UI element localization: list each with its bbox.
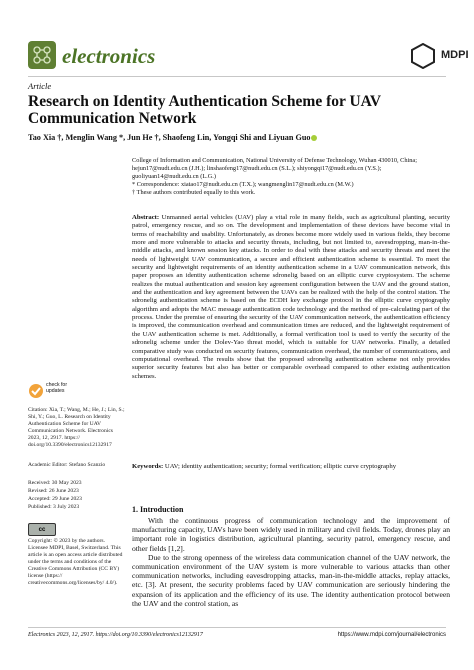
author-list bbox=[28, 133, 448, 142]
check-line: check for bbox=[46, 382, 68, 388]
footer-divider bbox=[28, 627, 446, 628]
abstract-label: Abstract: bbox=[132, 214, 160, 221]
author-names[interactable]: Tao Xia †, Menglin Wang *, Jun He †, Shaofeng Lin, Yongqi Shi and Liyuan Guo bbox=[28, 133, 311, 142]
cc-license-icon[interactable] bbox=[28, 523, 56, 536]
intro-body bbox=[132, 516, 450, 608]
equal-contribution-note: † These authors contributed equally to this work. bbox=[132, 189, 256, 196]
article-type: Article bbox=[28, 81, 52, 91]
affiliation-emails[interactable]: hejun17@nudt.edu.cn (J.H.); linshaofeng17@nudt.edu.cn (S.L.); shiyongqi17@nudt.edu.cn (Y.S.); bbox=[132, 165, 382, 172]
affiliation-emails[interactable]: guoliyuan14@nudt.edu.cn (L.G.) bbox=[132, 173, 216, 180]
academic-editor: Academic Editor: Stefano Scanzio bbox=[28, 462, 106, 468]
abstract bbox=[132, 214, 450, 381]
header-divider bbox=[28, 76, 446, 77]
check-line: updates bbox=[46, 388, 65, 395]
keywords bbox=[132, 463, 450, 471]
keywords-text: UAV; identity authentication; security; formal verification; elliptic curve cryptography bbox=[164, 463, 397, 470]
cc-label: cc bbox=[38, 526, 46, 533]
abstract-text: Unmanned aerial vehicles (UAV) play a vital role in many fields, such as agricultural planting, security patrol, emergency rescue, and so on. The development and implementation of these devices have become vital in terms of reachability and usability. Unfortunately, as drones become more widely used in various fields, they become more and more vulnerable to attacks and security threats, including, but not limited to, eavesdropping, man-in-the-middle attacks, and known session key attacks. In order to deal with these attacks and security threats and meet the needs of lightweight UAV communication, a secure and efficient authentication scheme is essential. To meet the security and lightweight requirements of an identity authentication scheme in a UAV communication network, this paper proposes an identity authentication scheme sdronelig based on an elliptic curve cryptosystem. The scheme realizes the mutual authentication and session key agreement configuration between the UAV and the ground station, and the authentication and key agreement between the UAVs can be realized with the help of the control station. The sdronelig authentication scheme is based on the ECDH key exchange protocol in the elliptic curve cryptography algorithm and adopts the MAC message authentication code technology and the method of pre-calculating part of the process. Under the premise of ensuring the security of the UAV communication network, the authentication efficiency is improved, the communication overhead and communication times are reduced, and the lightweight requirement of the UAV authentication scheme is met. Additionally, a formal verification tool is used to verify the security of the sdronelig scheme under the Dolev-Yao threat model, which is suitable for UAV networks. Finally, a detailed comparative study was conducted on security features, communication overhead, the number of communications, and computational overhead. The results show that the proposed sdronelig authentication scheme not only provides superior security features but also has better or comparable overhead compared to other existing authentication schemes. bbox=[132, 214, 450, 380]
revised-date: Revised: 26 June 2023 bbox=[28, 488, 79, 494]
journal-name[interactable]: electronics bbox=[62, 44, 156, 68]
publisher-name: MDPI bbox=[441, 49, 469, 61]
footer-citation[interactable]: Electronics 2023, 12, 2917. https://doi.org/10.3390/electronics12132917 bbox=[28, 632, 203, 638]
paragraph: Due to the strong openness of the wireless data communication channel of the UAV network, the communication environment of the UAV system is more vulnerable to various attacks than other communication networks, including eavesdropping attacks, man-in-the-middle attacks, replay attacks, etc. [3]. At present, the security problems faced by UAV communication are seriously hindering the expansion of its application and the efficiency of its use. The identity authentication protocol between the UAV and the control station, as bbox=[132, 552, 450, 608]
copyright[interactable]: Copyright: © 2023 by the authors. Licensee MDPI, Basel, Switzerland. This article is an open access article distributed under the terms and conditions of the Creative Commons Attribution (CC BY) license (https:// creativecommons.org/licenses/by/ 4.0/). bbox=[28, 538, 123, 586]
footer-journal-link[interactable]: https://www.mdpi.com/journal/electronics bbox=[337, 632, 446, 638]
accepted-date: Accepted: 29 June 2023 bbox=[28, 496, 82, 502]
correspondence-line[interactable]: * Correspondence: xiatao17@nudt.edu.cn (T.X.); wangmenglin17@nudt.edu.cn (M.W.) bbox=[132, 181, 354, 188]
keywords-label: Keywords: bbox=[132, 463, 164, 470]
citation[interactable]: Citation: Xia, T.; Wang, M.; He, J.; Lin, S.; Shi, Y.; Guo, L. Research on Identity Authentication Scheme for UAV Communication Network. Electronics 2023, 12, 2917. https:// doi.org/10.3390/electronics12132917 bbox=[28, 407, 125, 448]
affiliation-block bbox=[132, 157, 452, 197]
mdpi-logo-icon[interactable] bbox=[410, 43, 436, 69]
journal-logo-icon bbox=[28, 41, 56, 69]
orcid-icon[interactable] bbox=[311, 135, 317, 141]
affiliation-line: College of Information and Communication, National University of Defense Technology, Wuhan 430010, China; bbox=[132, 157, 417, 164]
paragraph: With the continuous progress of communication technology and the improvement of manufacturing capacity, UAVs have been widely used in military and civil fields. Today, drones play an important role in logistics distribution, agricultural planting, security patrol, emergency rescue, and other fields [1,2]. bbox=[132, 516, 450, 553]
section-heading: 1. Introduction bbox=[132, 505, 184, 514]
page-title: Research on Identity Authentication Scheme for UAV Communication Network bbox=[28, 93, 381, 127]
received-date: Received: 30 May 2023 bbox=[28, 480, 82, 486]
check-for-updates-label[interactable] bbox=[46, 382, 67, 394]
published-date: Published: 3 July 2023 bbox=[28, 504, 80, 510]
